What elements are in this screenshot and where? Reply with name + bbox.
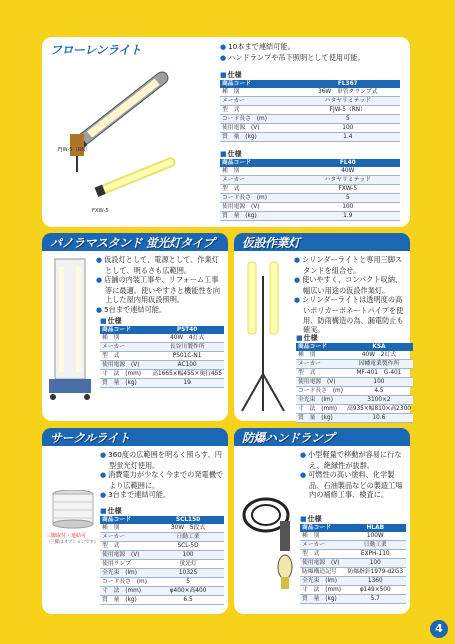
spec-value: FJW-5（RN） [296,106,400,115]
spec-key: 商品コード [220,159,296,167]
spec-value: PST40 [150,326,224,334]
spec-key: 型 式 [220,185,296,194]
spec-value: 100 [296,203,400,212]
spec-value: HLAB [345,524,406,532]
explosion-spec-table [300,524,406,604]
spec-key: 使用電源 (V) [296,378,345,387]
spec-key: メーカー [300,541,345,550]
spec-key: 商品コード [296,343,345,351]
spec-key: コード長さ (m) [298,388,343,395]
spec-value: 5.7 [345,595,406,604]
spec-key: 寸 法 (mm) [296,405,345,414]
explosion-bullets [300,450,406,500]
spec-row [220,133,400,142]
spec-value: ハタヤリミテッド [296,97,400,106]
temporary-bullets [294,255,406,335]
spec-value: EXPH-110 [345,550,406,559]
spec-row [220,194,400,203]
temporary-header [234,233,410,251]
circle-header [42,428,228,446]
spec-key: メーカー [100,343,150,352]
spec-key: 種 別 [220,88,296,97]
spec-key: コード長さ (m) [220,194,296,203]
spec-value: PS01C-N1 [150,352,224,361]
bullet-item: ● 小型軽量で移動が容易に行なえ、絶縁性が抜群。 [300,450,406,470]
spec-value: 因幡電業製作所 [345,360,413,369]
temporary-title: 仮設作業灯 [242,236,300,250]
spec-row [296,351,413,360]
spec-key: 種 別 [220,167,296,176]
fluorescent-caption-2: FXW-5 [92,208,109,214]
spec-header-row [296,343,413,351]
bullet-item: ● 店舗の内装工事や、リフォーム工事等に最適。使いやすさと機能性を向上した屋内用仮設照明。 [96,275,224,305]
spec-value: 30W 5段式 [152,524,224,533]
spec-value: 100W [345,532,406,541]
fluorescent-spec-table-1 [220,80,400,142]
bullet-item: ● 3台まで連結可能。 [100,490,224,501]
spec-key: 全光束 (lm) [300,577,345,586]
panorama-header [42,233,228,251]
spec-header-row [220,159,400,167]
spec-key: メーカー [296,360,345,369]
spec-key: 寸 法 (mm) [100,587,152,596]
spec-key: 商品コード [220,80,296,88]
spec-row [300,568,406,577]
spec-key: 型 式 [296,369,345,378]
spec-value: 高1665×幅455×奥行455 [152,371,222,378]
explosion-title: 防爆ハンドランプ [242,431,335,445]
circle-bullets [100,450,224,501]
spec-key: 使用電源 (V) [100,551,152,560]
bullet-item: ● 10本まで連結可能。 [220,42,400,53]
spec-key: 使用電源 (V) [300,559,345,568]
spec-header-row [300,524,406,532]
spec-row [300,577,406,586]
spec-value: FL40 [296,159,400,167]
spec-key: メーカー [100,533,152,542]
spec-row [220,106,400,115]
spec-value: 100 [345,559,406,568]
spec-row [220,167,400,176]
bullet-item: ● 可燃性の高い塗料、化学製品、石油製品などの製造工場内の補修工事、検査に。 [300,470,406,500]
spec-row [296,414,413,423]
spec-key: 使用電源 (V) [100,361,150,370]
spec-key: 質 量 (kg) [300,595,345,604]
spec-row [100,379,224,388]
spec-key: 質 量 (kg) [220,212,296,221]
spec-value: 5 [152,578,224,587]
spec-key: メーカー [220,176,296,185]
spec-value: 4.5 [345,387,413,396]
spec-row [100,370,224,379]
spec-value: KSA [345,343,413,351]
spec-key: 質 量 (kg) [296,414,345,423]
spec-key: 寸 法 (mm) [300,586,345,595]
spec-value: 5 [296,194,400,203]
spec-row [220,176,400,185]
spec-row [300,559,406,568]
spec-value: AC100 [150,361,224,370]
spec-row [100,587,224,596]
spec-value: FL367 [296,80,400,88]
spec-row [220,88,400,97]
spec-value: MF-401 G-401 [345,369,413,378]
spec-key: 質 量 (kg) [100,596,152,605]
spec-row [100,551,224,560]
spec-header-row [220,80,400,88]
temporary-illustration [236,256,292,416]
spec-value: 100 [345,378,413,387]
circle-title: サークルライト [50,431,130,445]
spec-value: φ400×高400 [152,587,224,596]
spec-label: ■ 仕様 [300,514,322,524]
spec-key: 型 式 [220,106,296,115]
spec-value: 5 [296,115,400,124]
spec-key: 使用電源 (V) [220,124,296,133]
spec-header-row [100,516,224,524]
spec-key: 型 式 [300,550,345,559]
spec-value: 1360 [345,577,406,586]
spec-value: 高935×幅810×高2300 [346,406,411,413]
spec-key: 種 別 [100,334,150,343]
spec-value: 長谷川製作所 [150,343,224,352]
spec-key: 種 別 [296,351,345,360]
fluorescent-spec-table-2 [220,159,400,221]
spec-key: 型 式 [100,352,150,361]
spec-row [220,212,400,221]
bullet-item: ● 5台まで連結可能。 [96,305,224,316]
panorama-illustration [45,255,95,405]
spec-key: 全光束 (lm) [100,569,152,578]
spec-key: メーカー [220,97,296,106]
spec-value: 40W 4灯式 [150,334,224,343]
spec-key: 種 別 [300,532,345,541]
circle-illustration [50,490,96,530]
spec-row [100,569,224,578]
spec-key: 寸 法 (mm) [100,370,150,379]
spec-value: 3100×2 [345,396,413,405]
spec-row [220,124,400,133]
spec-value: ハタヤリミテッド [296,176,400,185]
spec-row [100,533,224,542]
spec-row [296,360,413,369]
page-number: 4 [430,620,448,638]
spec-row [296,387,413,396]
explosion-header [234,428,410,446]
circle-caption-red: 三脚取付・連結可 [46,533,87,539]
fluorescent-bullets [220,42,400,63]
spec-row [220,115,400,124]
circle-caption-red-sub: （三脚はオプションです） [46,540,99,545]
spec-row [300,541,406,550]
panorama-spec-table [100,326,224,388]
spec-key: 型 式 [100,542,152,551]
spec-row [296,369,413,378]
spec-label: ■ 仕様 [100,316,122,326]
spec-value: FXW-5 [296,185,400,194]
spec-row [100,560,224,569]
bullet-item: ● 消費電力が少なく今までの発電機でより広範囲に。 [100,470,224,490]
circle-spec-table [100,516,224,605]
spec-row [100,361,224,370]
spec-row [100,596,224,605]
spec-value: SCL-5D [152,542,224,551]
spec-key: 商品コード [300,524,345,532]
spec-key: コード長さ (m) [100,578,152,587]
bullet-item: ● 使いやすく、コンパクト収納、幅広い用途の仮設作業灯。 [294,275,406,295]
spec-value: 40W [296,167,400,176]
spec-row [220,97,400,106]
spec-row [300,595,406,604]
spec-row [100,343,224,352]
spec-value: 100 [296,124,400,133]
spec-key: 商品コード [100,516,152,524]
spec-value: 1.4 [296,133,400,142]
spec-row [300,586,406,595]
spec-value: 日動工業 [345,541,406,550]
spec-label: ■ 仕様 [220,149,242,159]
spec-value: φ149×500 [345,586,406,595]
spec-row [100,524,224,533]
bullet-item: ● シリンダーライトは透明度の高いポリカーボネートパイプを使用、防雨構造の為、漏電防止も確実。 [294,295,406,334]
spec-row [100,334,224,343]
spec-value: 6.5 [152,596,224,605]
spec-value: 日動工業 [152,533,224,542]
spec-key: 使用ランプ [100,560,152,569]
spec-value: 10325 [152,569,224,578]
spec-row [296,405,413,414]
spec-key: 質 量 (kg) [100,379,150,388]
spec-row [100,542,224,551]
spec-key: 商品コード [100,326,150,334]
spec-key: 全光束 (lm) [296,396,345,405]
spec-value: 蛍光灯 [152,560,224,569]
spec-key: 防爆構造記号 [300,568,345,577]
bullet-item: ● ハンドランプや吊下照明として使用可能。 [220,53,400,64]
spec-row [100,352,224,361]
spec-row [220,203,400,212]
spec-row [296,396,413,405]
fluorescent-caption-1: FJW-5（RN） [58,147,91,153]
spec-value: 10.6 [345,414,413,423]
spec-value: 防爆指針1979-d2G3 [345,568,406,577]
fluorescent-illustration [60,62,200,212]
spec-row [300,532,406,541]
explosion-illustration [238,485,296,595]
bullet-item: ● 仮設灯として、電源として、作業灯として、明るさも広範囲。 [96,255,224,275]
fluorescent-header [42,40,212,58]
fluorescent-title: フローレンライト [50,43,142,57]
spec-label: ■ 仕様 [220,70,242,80]
bullet-item: ● シリンダーライトと専用三脚スタンドを組合せ。 [294,255,406,275]
spec-header-row [100,326,224,334]
spec-key: 質 量 (kg) [220,133,296,142]
spec-row [300,550,406,559]
temporary-spec-table [296,343,413,423]
spec-key: 種 別 [100,524,152,533]
spec-label: ■ 仕様 [296,333,318,343]
spec-key: 使用電源 (V) [220,203,296,212]
spec-value: 100 [152,551,224,560]
spec-value: 40W 2灯式 [345,351,413,360]
panorama-title: パノラマスタンド 蛍光灯タイプ [50,236,215,250]
spec-row [220,185,400,194]
spec-value: 1.9 [296,212,400,221]
spec-value: 19 [150,379,224,388]
bullet-item: ● 360度の広範囲を明るく照らす、円型蛍光灯使用。 [100,450,224,470]
spec-value: 36W 単管クランプ式 [296,88,400,97]
spec-row [100,578,224,587]
spec-value: SCL150 [152,516,224,524]
panorama-bullets [96,255,224,316]
spec-key: コード長さ (m) [220,115,296,124]
spec-label: ■ 仕様 [100,506,122,516]
spec-row [296,378,413,387]
